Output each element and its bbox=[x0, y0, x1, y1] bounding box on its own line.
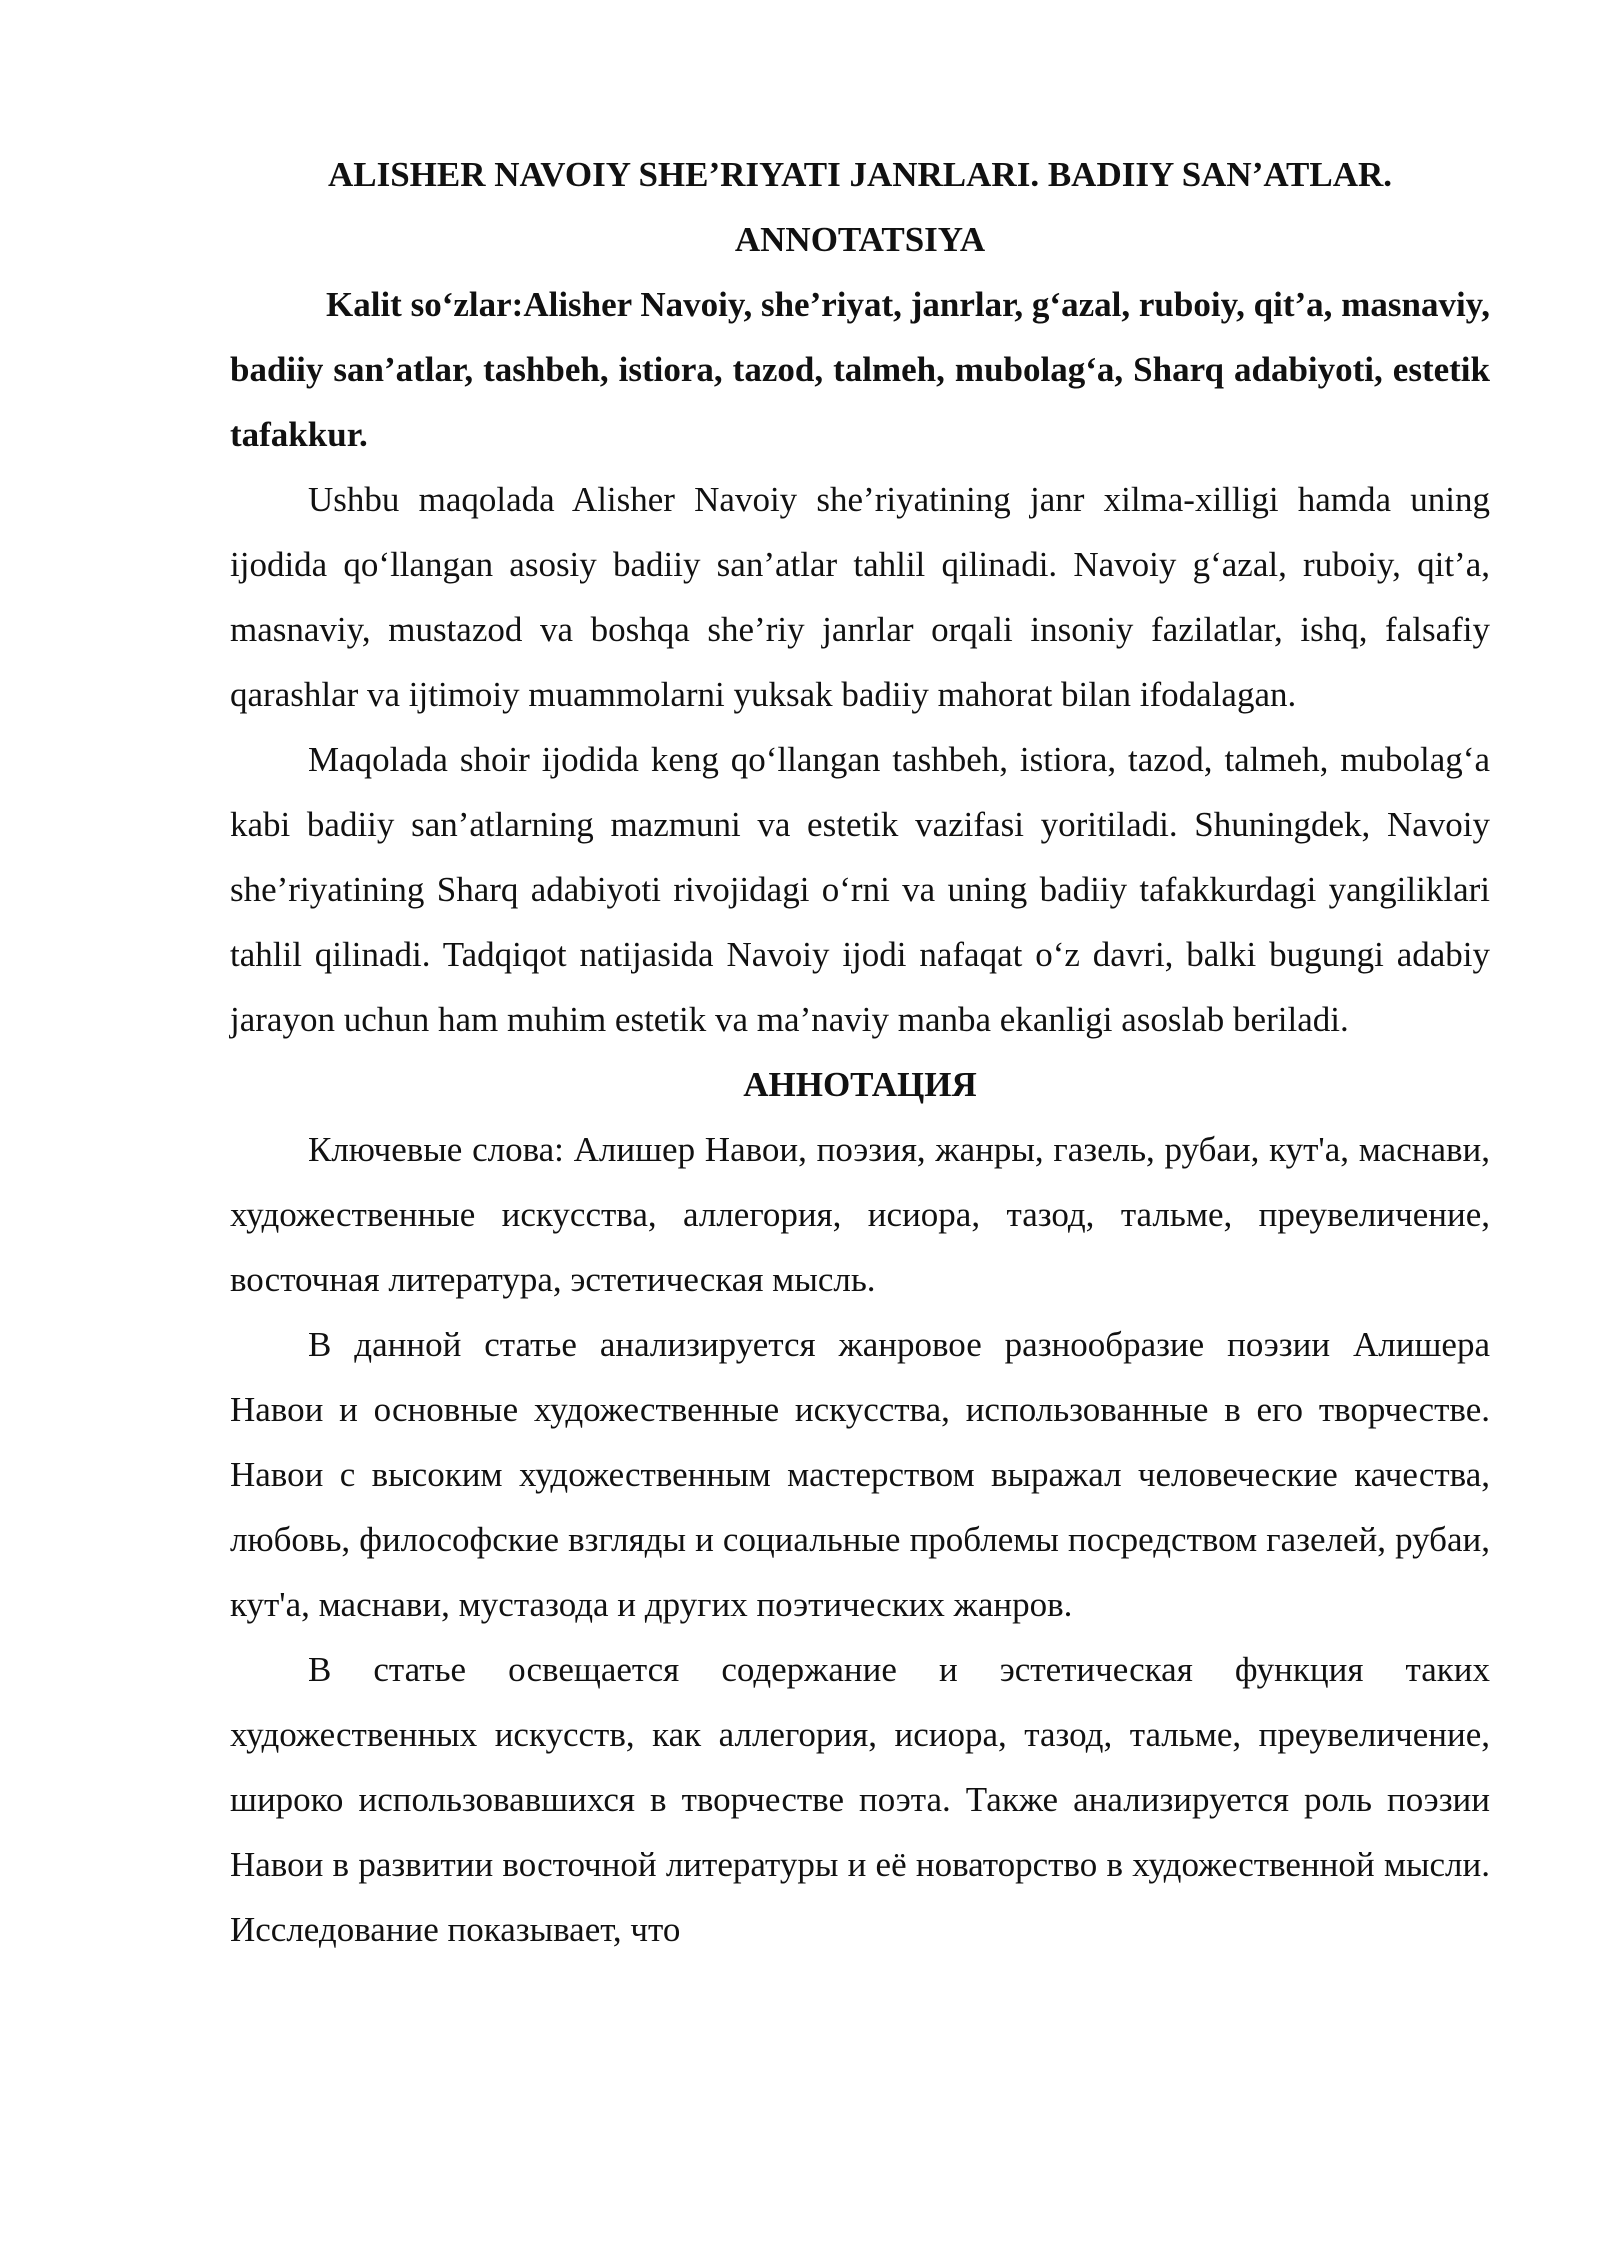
paragraph-ru-2: В статье освещается содержание и эстетическая функция таких художественных искусств, как аллегория, исиора, тазод, тальме, преувеличение, широко использовавшихся в творчестве поэта. Также анализируется роль поэзии Навои в развитии восточной литературы и её новаторство в художественной мысли. Исследование показывает, что bbox=[230, 1650, 1490, 1949]
paragraph-uz-2: Maqolada shoir ijodida keng qo‘llangan tashbeh, istiora, tazod, talmeh, mubolag‘a kabi badiiy san’atlarning mazmuni va estetik vazifasi yoritiladi. Shuningdek, Navoiy she’riyatining Sharq adabiyoti rivojidagi o‘rni va uning badiiy tafakkurdagi yangiliklari tahlil qilinadi. Tadqiqot natijasida Navoiy ijodi nafaqat o‘z davri, balki bugungi adabiy jarayon uchun ham muhim estetik va ma’naviy manba ekanligi asoslab beriladi. bbox=[230, 740, 1490, 1039]
document-body bbox=[230, 142, 1490, 1962]
document-title: ALISHER NAVOIY SHE’RIYATI JANRLARI. BADIIY SAN’ATLAR. bbox=[327, 155, 1393, 194]
keywords-uz: Kalit so‘zlar:Alisher Navoiy, she’riyat, janrlar, g‘azal, ruboiy, qit’a, masnaviy, badiiy san’atlar, tashbeh, istiora, tazod, talmeh, mubolag‘a, Sharq adabiyoti, estetik tafakkur. bbox=[230, 285, 1490, 454]
keywords-ru: Ключевые слова: Алишер Навои, поэзия, жанры, газель, рубаи, кут'а, маснави, художественные искусства, аллегория, исиора, тазод, тальме, преувеличение, восточная литература, эстетическая мысль. bbox=[230, 1130, 1490, 1299]
annotation-heading-uz: ANNOTATSIYA bbox=[734, 220, 986, 259]
annotation-heading-ru: АННОТАЦИЯ bbox=[743, 1065, 977, 1104]
paragraph-uz-1: Ushbu maqolada Alisher Navoiy she’riyatining janr xilma-xilligi hamda uning ijodida qo‘llangan asosiy badiiy san’atlar tahlil qilinadi. Navoiy g‘azal, ruboiy, qit’a, masnaviy, mustazod va boshqa she’riy janrlar orqali insoniy fazilatlar, ishq, falsafiy qarashlar va ijtimoiy muammolarni yuksak badiiy mahorat bilan ifodalagan. bbox=[230, 480, 1490, 714]
paragraph-ru-1: В данной статье анализируется жанровое разнообразие поэзии Алишера Навои и основные художественные искусства, использованные в его творчестве. Навои с высоким художественным мастерством выражал человеческие качества, любовь, философские взгляды и социальные проблемы посредством газелей, рубаи, кут'а, маснави, мустазода и других поэтических жанров. bbox=[230, 1325, 1490, 1624]
